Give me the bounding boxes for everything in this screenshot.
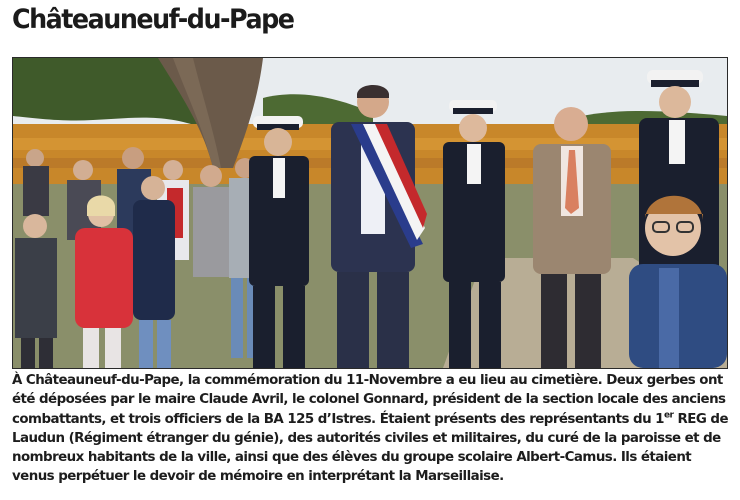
ceremony-photo-illustration [13, 58, 727, 368]
article-headline: Châteauneuf-du-Pape [12, 4, 294, 35]
article-photo [12, 57, 728, 369]
caption-text-part-1: À Châteauneuf-du-Pape, la commémoration du 11-Novembre a eu lieu au cimetière. Deux gerbes ont été déposées par le maire Claude Avril, le colonel Gonnard, président de la section locale des anciens combattants, et trois officiers de la BA 125 d’Istres. Étaient présents des représentants du 1 [12, 373, 726, 427]
caption-text-part-2: REG de Laudun (Régiment étranger du génie), des autorités civiles et militaires, du curé de la paroisse et de nombreux habitants de la ville, ainsi que des élèves du groupe scolaire Albert-Camus. Ils étaient venus perpétuer le devoir de mémoire en interprétant la Marseillaise. [12, 411, 728, 485]
caption-superscript: er [663, 410, 674, 421]
article-caption [12, 371, 728, 487]
